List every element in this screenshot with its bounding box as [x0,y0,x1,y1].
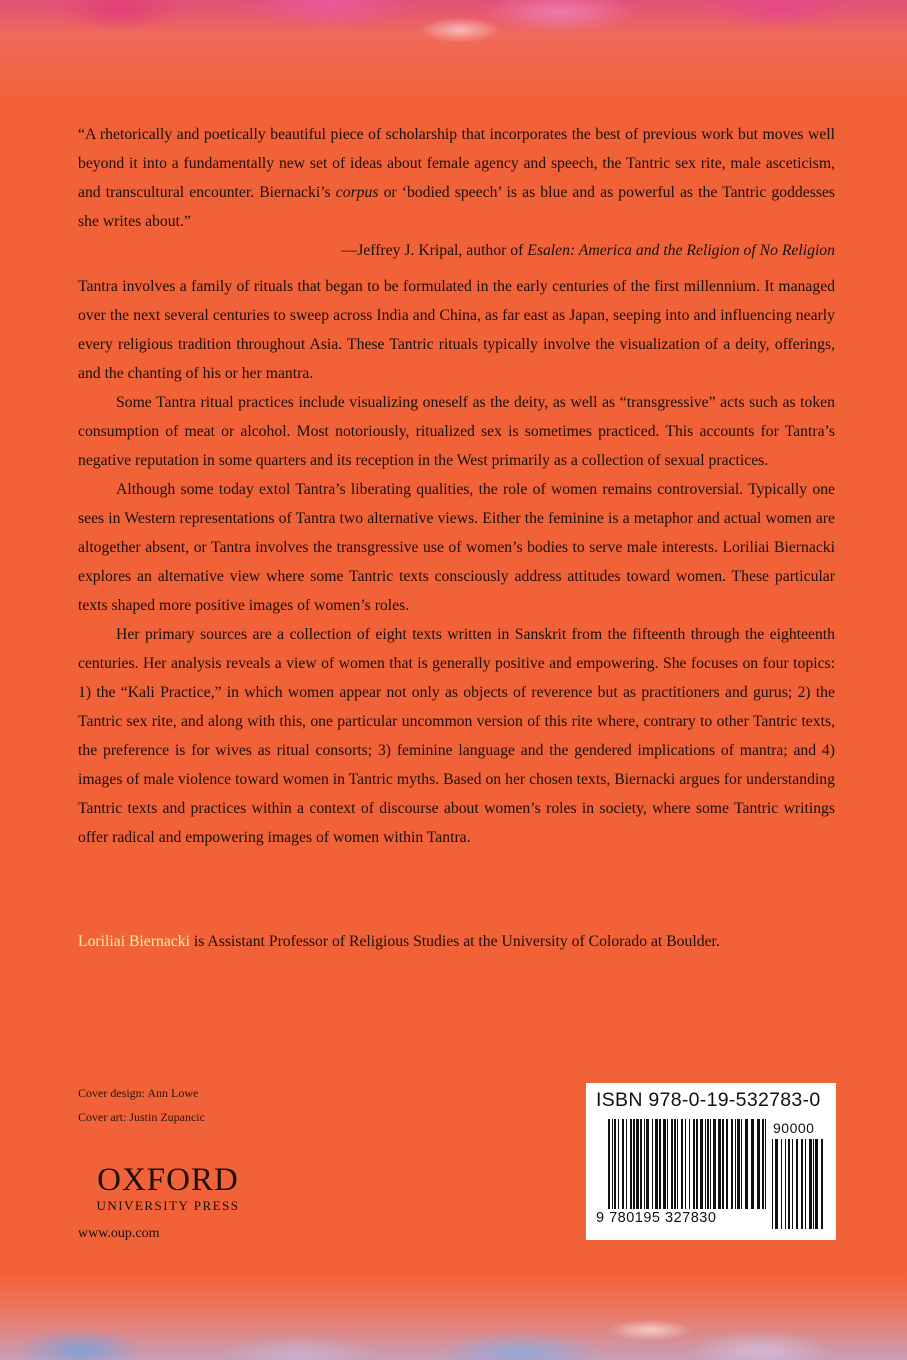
endorsement-quote [78,120,835,265]
barcode-bar [801,1139,803,1229]
barcode-bar [726,1119,728,1209]
barcode-bar [608,1119,610,1209]
barcode-bar [788,1139,790,1229]
barcode-bar [765,1119,766,1209]
quote-italic-word: corpus [335,184,379,201]
barcode-bar [741,1119,742,1209]
cover-art-credit: Cover art: Justin Zupancic [78,1110,205,1124]
barcode-bar [677,1119,678,1209]
barcode-bar [705,1119,706,1209]
barcode-bar [821,1139,823,1229]
barcode-bar [644,1119,645,1209]
barcode-bar [622,1119,624,1209]
barcode-bar [667,1119,668,1209]
barcode-bar [751,1119,754,1209]
barcode-bar [681,1119,683,1209]
bio-text [78,927,835,956]
barcode-bar [655,1119,658,1209]
barcode-bar [671,1119,673,1209]
description-paragraph: Her primary sources are a collection of eight texts written in Sanskrit from the fifteenth through the eighteenth centuries. Her analysis reveals a view of women that is generally positive and empowering. She focuses on four topics: 1) the “Kali Practice,” in which women appear not only as objects of reverence but as practitioners and gurus; 2) the Tantric sex rite, and along with this, one particular uncommon version of this rite where, contrary to other Tantric texts, the preference is for wives as ritual consorts; 3) feminine language and the gendered implications of mantra; and 4) images of male violence toward women in Tantric myths. Based on her chosen texts, Biernacki argues for understanding Tantric texts and practices within a context of discourse about women’s roles in society, where some Tantric writings offer radical and empowering images of women within Tantra. [78,626,835,846]
barcode-bar [809,1139,812,1229]
barcode-bar [757,1119,760,1209]
barcode-bar [630,1119,632,1209]
barcode-bar [796,1139,798,1229]
barcode-bar [618,1119,619,1209]
quote-text [78,120,835,236]
barcode-bar [652,1119,653,1209]
barcode-digits: 9 780195 327830 [596,1210,717,1226]
barcode-bar [626,1119,627,1209]
barcode-bar [713,1119,716,1209]
quote-text-part: or ‘bodied speech’ is as blue and as powerful as the Tantric goddesses she writes about.” [78,184,835,230]
barcode-bar [689,1119,690,1209]
description-paragraph: Some Tantra ritual practices include visualizing oneself as the deity, as well as “transgressive” acts such as token consumption of meat or alcohol. Most notoriously, ritualized sex is sometimes practiced. This accounts for Tantra’s negative reputation in some quarters and its reception in the West primarily as a collection of sexual practices. [78,394,835,469]
barcode-bar [633,1119,635,1209]
barcode-bar [693,1119,695,1209]
isbn-label: ISBN 978-0-19-532783-0 [596,1089,821,1111]
barcode-bar [700,1119,703,1209]
publisher-name: OXFORD [97,1162,239,1198]
barcode-bar [659,1119,661,1209]
bio-description: is Assistant Professor of Religious Studies at the University of Colorado at Boulder. [189,933,720,950]
barcode-addon-number: 90000 [773,1120,815,1136]
barcode-bar [737,1119,740,1209]
barcode-bar [805,1139,806,1229]
publisher-url: www.oup.com [78,1226,160,1241]
cover-art-top [0,0,907,100]
quote-text-part: “A rhetorically and poetically beautiful piece of scholarship that incorporates the best of previous work but moves well beyond it into a fundamentally new set of ideas about female agency and speech, the Tantric sex rite, male asceticism, and transcultural encounter. Biernacki’s [78,126,835,201]
barcode-bar [731,1119,733,1209]
cover-design-credit: Cover design: Ann Lowe [78,1086,199,1100]
barcode-bar [614,1119,616,1209]
cover-credits [78,1081,205,1129]
description-paragraph: Although some today extol Tantra’s liberating qualities, the role of women remains controversial. Typically one sees in Western representations of Tantra two alternative views. Either the feminine is a metaphor and actual women are altogether absent, or Tantra involves the transgressive use of women’s bodies to serve male interests. Loriliai Biernacki explores an alternative view where some Tantric texts consciously address attitudes toward women. These particular texts shaped more positive images of women’s roles. [78,481,835,614]
barcode-bar [772,1139,773,1229]
barcode-bar [775,1139,778,1229]
barcode-bar [707,1119,709,1209]
barcode-bar [663,1119,666,1209]
attribution-book-title: Esalen: America and the Religion of No Religion [527,242,835,259]
author-name: Loriliai Biernacki [78,933,190,950]
barcode-bar [781,1139,782,1229]
barcode-bar [640,1119,642,1209]
cover-art-bottom [0,1275,907,1360]
barcode-bar [815,1139,818,1229]
quote-attribution [78,236,835,265]
publisher-subtitle: UNIVERSITY PRESS [96,1198,240,1213]
barcode-bar [745,1119,748,1209]
barcode-bar [718,1119,721,1209]
publisher-logo [78,1163,258,1215]
description-paragraph: Tantra involves a family of rituals that began to be formulated in the early centuries of the first millennium. It managed over the next several centuries to sweep across India and China, as far east as Japan, seeping into and influencing nearly every religious tradition throughout Asia. These Tantric rituals typically involve the visualization of a deity, offerings, and the chanting of his or her mantra. [78,278,835,382]
barcode-bar [685,1119,686,1209]
isbn-barcode [586,1083,836,1240]
barcode-bar [762,1119,764,1209]
barcode-bar [785,1139,786,1229]
barcode-bar [813,1139,814,1229]
barcode-bar [735,1119,736,1209]
book-description [78,272,835,852]
barcode-bar [710,1119,711,1209]
barcode-bar [792,1139,793,1229]
barcode-bar [636,1119,639,1209]
barcode-bar [612,1119,613,1209]
barcode-bar [646,1119,649,1209]
barcode-bar [696,1119,698,1209]
barcode-bar [722,1119,724,1209]
barcode-bar [674,1119,676,1209]
author-bio [78,927,835,956]
attribution-prefix: —Jeffrey J. Kripal, author of [341,242,528,259]
